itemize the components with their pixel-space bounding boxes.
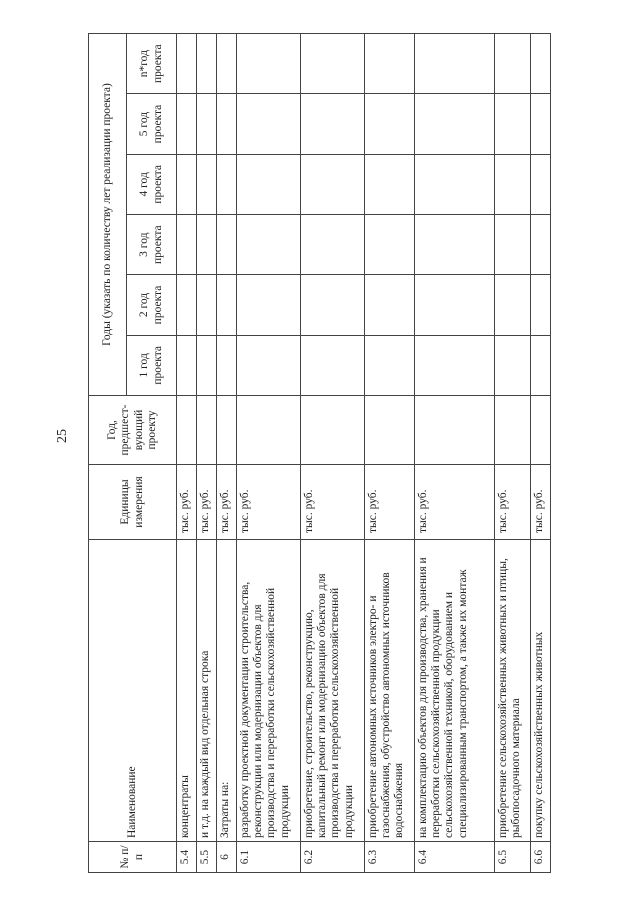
row-unit: тыс. руб. [495, 465, 531, 540]
table-row [197, 34, 217, 873]
row-unit: тыс. руб. [217, 465, 237, 540]
row-unit: тыс. руб. [415, 465, 495, 540]
row-num: 5.5 [197, 842, 217, 873]
table-row [217, 34, 237, 873]
header-year-4: 4 год проекта [127, 154, 177, 214]
row-num: 6.4 [415, 842, 495, 873]
row-num: 5.4 [177, 842, 197, 873]
row-num: 6.6 [531, 842, 551, 873]
row-num: 6.3 [365, 842, 415, 873]
row-unit: тыс. руб. [301, 465, 365, 540]
table-row [301, 34, 365, 873]
table-row [365, 34, 415, 873]
header-years-group: Годы (указать по количеству лет реализации проекта) [89, 34, 127, 396]
header-year-1: 1 год проекта [127, 335, 177, 395]
row-name: Затраты на: [217, 540, 237, 842]
header-year-2: 2 год проекта [127, 275, 177, 335]
table-row [415, 34, 495, 873]
row-unit: тыс. руб. [177, 465, 197, 540]
row-num: 6 [217, 842, 237, 873]
rotated-table-container [88, 33, 558, 873]
page-number: 25 [55, 429, 70, 443]
row-unit: тыс. руб. [365, 465, 415, 540]
table-row [177, 34, 197, 873]
header-year-n: n*год проекта [127, 34, 177, 94]
row-name: разработку проектной документации строительства, реконструкции или модернизации объектов для производства и переработки сельскохозяйственной продукции [237, 540, 301, 842]
row-name: покупку сельскохозяйственных животных [531, 540, 551, 842]
table-row [237, 34, 301, 873]
row-name: на комплектацию объектов для производства, хранения и переработки сельскохозяйственной продукции сельскохозяйственной техникой, оборудованием и специализированным транспортом, а также их монтаж [415, 540, 495, 842]
row-unit: тыс. руб. [197, 465, 217, 540]
row-name: приобретение сельскохозяйственных животных и птицы, рыбопосадочного материала [495, 540, 531, 842]
row-name: концентраты [177, 540, 197, 842]
row-num: 6.5 [495, 842, 531, 873]
header-year-5: 5 год проекта [127, 94, 177, 154]
header-unit: Единицы измерения [89, 465, 177, 540]
table-row [495, 34, 531, 873]
data-table [88, 33, 551, 873]
header-prev-year: Год, предшест-вующий проекту [89, 396, 177, 465]
header-name: Наименование [89, 540, 177, 842]
header-year-3: 3 год проекта [127, 215, 177, 275]
table-row [531, 34, 551, 873]
row-name: и т.д. на каждый вид отдельная строка [197, 540, 217, 842]
row-unit: тыс. руб. [531, 465, 551, 540]
header-num: № п/п [89, 842, 177, 873]
row-unit: тыс. руб. [237, 465, 301, 540]
row-num: 6.2 [301, 842, 365, 873]
row-num: 6.1 [237, 842, 301, 873]
row-name: приобретение, строительство, реконструкцию, капитальный ремонт или модернизацию объектов для производства и переработки сельскохозяйственной продукции [301, 540, 365, 842]
row-name: приобретение автономных источников электро- и газоснабжения, обустройство автономных источников водоснабжения [365, 540, 415, 842]
